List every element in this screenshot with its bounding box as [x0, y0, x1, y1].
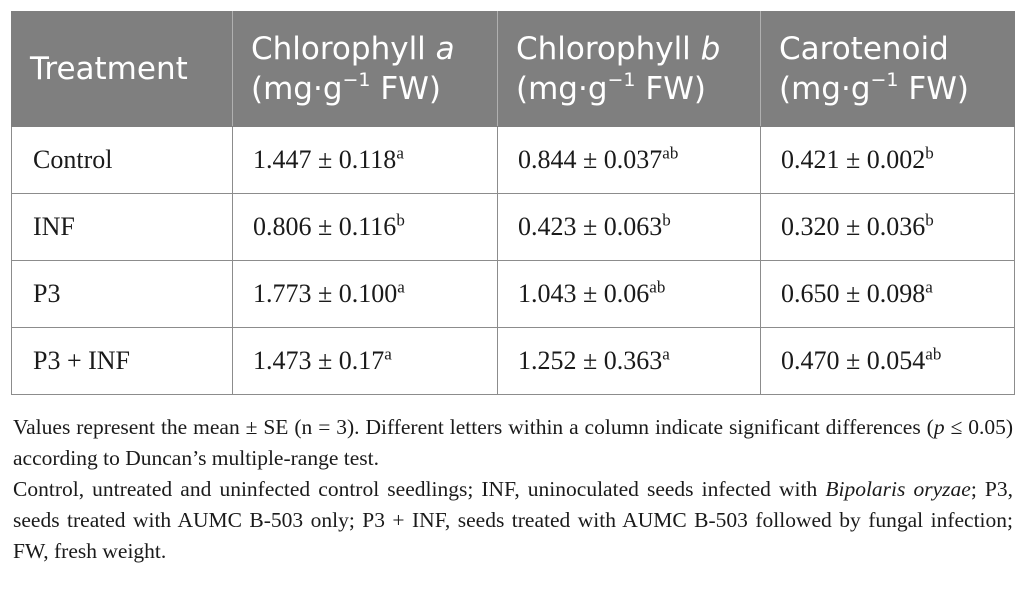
header-carotenoid-unit: (mg·g [779, 71, 871, 107]
header-chl-a-unit-fw: FW) [370, 71, 441, 107]
cell-value: 0.650 ± 0.098 [781, 279, 926, 308]
cell-value: 1.252 ± 0.363 [518, 346, 663, 375]
footnote-text: ; P3, seeds treated with AUMC B-503 only; P3 + INF, seeds treated with AUMC B-503 followed by fungal infection; FW, fresh weight. [13, 477, 1013, 563]
significance-letter: ab [649, 277, 666, 297]
footnote-species: Bipolaris oryzae [825, 477, 971, 501]
header-chl-b-unit-exp: −1 [607, 68, 636, 91]
header-chl-b-unit: (mg·g [516, 71, 608, 107]
significance-letter: b [662, 210, 671, 230]
cell-carotenoid [761, 261, 1015, 328]
cell-value: 0.844 ± 0.037 [518, 145, 663, 174]
footnote-text: Control, untreated and uninfected control seedlings; INF, uninoculated seeds infected with [13, 477, 826, 501]
header-chl-b-letter: b [700, 31, 721, 67]
cell-chl-b [498, 127, 761, 194]
significance-letter: a [384, 344, 392, 364]
cell-value: 0.806 ± 0.116 [253, 212, 397, 241]
table-footnotes [13, 412, 1013, 567]
cell-chl-a [233, 261, 498, 328]
header-chl-a-unit-exp: −1 [342, 68, 371, 91]
significance-letter: a [396, 143, 404, 163]
cell-treatment: P3 [12, 261, 233, 328]
cell-value: 1.773 ± 0.100 [253, 279, 398, 308]
table-row [12, 328, 1015, 395]
header-row [12, 12, 1015, 127]
table-row [12, 127, 1015, 194]
cell-chl-b [498, 328, 761, 395]
cell-carotenoid [761, 127, 1015, 194]
header-carotenoid [761, 12, 1015, 127]
cell-value: 0.423 ± 0.063 [518, 212, 663, 241]
header-chl-b-label: Chlorophyll [516, 31, 701, 67]
cell-chl-a [233, 328, 498, 395]
significance-letter: b [925, 210, 934, 230]
footnote-text: ≤ 0.05) according to Duncan’s multiple-range test. [13, 415, 1013, 470]
significance-letter: a [925, 277, 933, 297]
cell-chl-a [233, 127, 498, 194]
significance-letter: b [925, 143, 934, 163]
significance-letter: ab [662, 143, 679, 163]
cell-value: 0.320 ± 0.036 [781, 212, 926, 241]
cell-treatment: P3 + INF [12, 328, 233, 395]
cell-value: 1.043 ± 0.06 [518, 279, 650, 308]
pigment-table [11, 11, 1015, 395]
header-chl-a-letter: a [435, 31, 455, 67]
significance-letter: a [662, 344, 670, 364]
header-treatment-label: Treatment [30, 51, 188, 87]
cell-treatment: INF [12, 194, 233, 261]
header-carotenoid-unit-fw: FW) [898, 71, 969, 107]
cell-carotenoid [761, 194, 1015, 261]
footnote-text: Values represent the mean ± SE (n = 3). Different letters within a column indicate significant differences ( [13, 415, 934, 439]
header-chl-a-unit: (mg·g [251, 71, 343, 107]
table-header [12, 12, 1015, 127]
header-chl-b-unit-fw: FW) [635, 71, 706, 107]
footnote-abbreviations [13, 474, 1013, 567]
footnote-statistics [13, 412, 1013, 474]
cell-value: 0.421 ± 0.002 [781, 145, 926, 174]
data-table-container [11, 11, 1014, 395]
cell-value: 1.473 ± 0.17 [253, 346, 385, 375]
cell-chl-b [498, 261, 761, 328]
header-treatment [12, 12, 233, 127]
cell-chl-a [233, 194, 498, 261]
cell-treatment: Control [12, 127, 233, 194]
table-row [12, 261, 1015, 328]
header-carotenoid-label: Carotenoid [779, 31, 949, 67]
cell-chl-b [498, 194, 761, 261]
header-chl-a-label: Chlorophyll [251, 31, 436, 67]
header-chlorophyll-a [233, 12, 498, 127]
cell-carotenoid [761, 328, 1015, 395]
significance-letter: ab [925, 344, 942, 364]
table-body [12, 127, 1015, 395]
header-carotenoid-unit-exp: −1 [870, 68, 899, 91]
significance-letter: b [396, 210, 405, 230]
header-chlorophyll-b [498, 12, 761, 127]
table-row [12, 194, 1015, 261]
cell-value: 0.470 ± 0.054 [781, 346, 926, 375]
significance-letter: a [397, 277, 405, 297]
footnote-p-symbol: p [933, 415, 945, 439]
cell-value: 1.447 ± 0.118 [253, 145, 397, 174]
